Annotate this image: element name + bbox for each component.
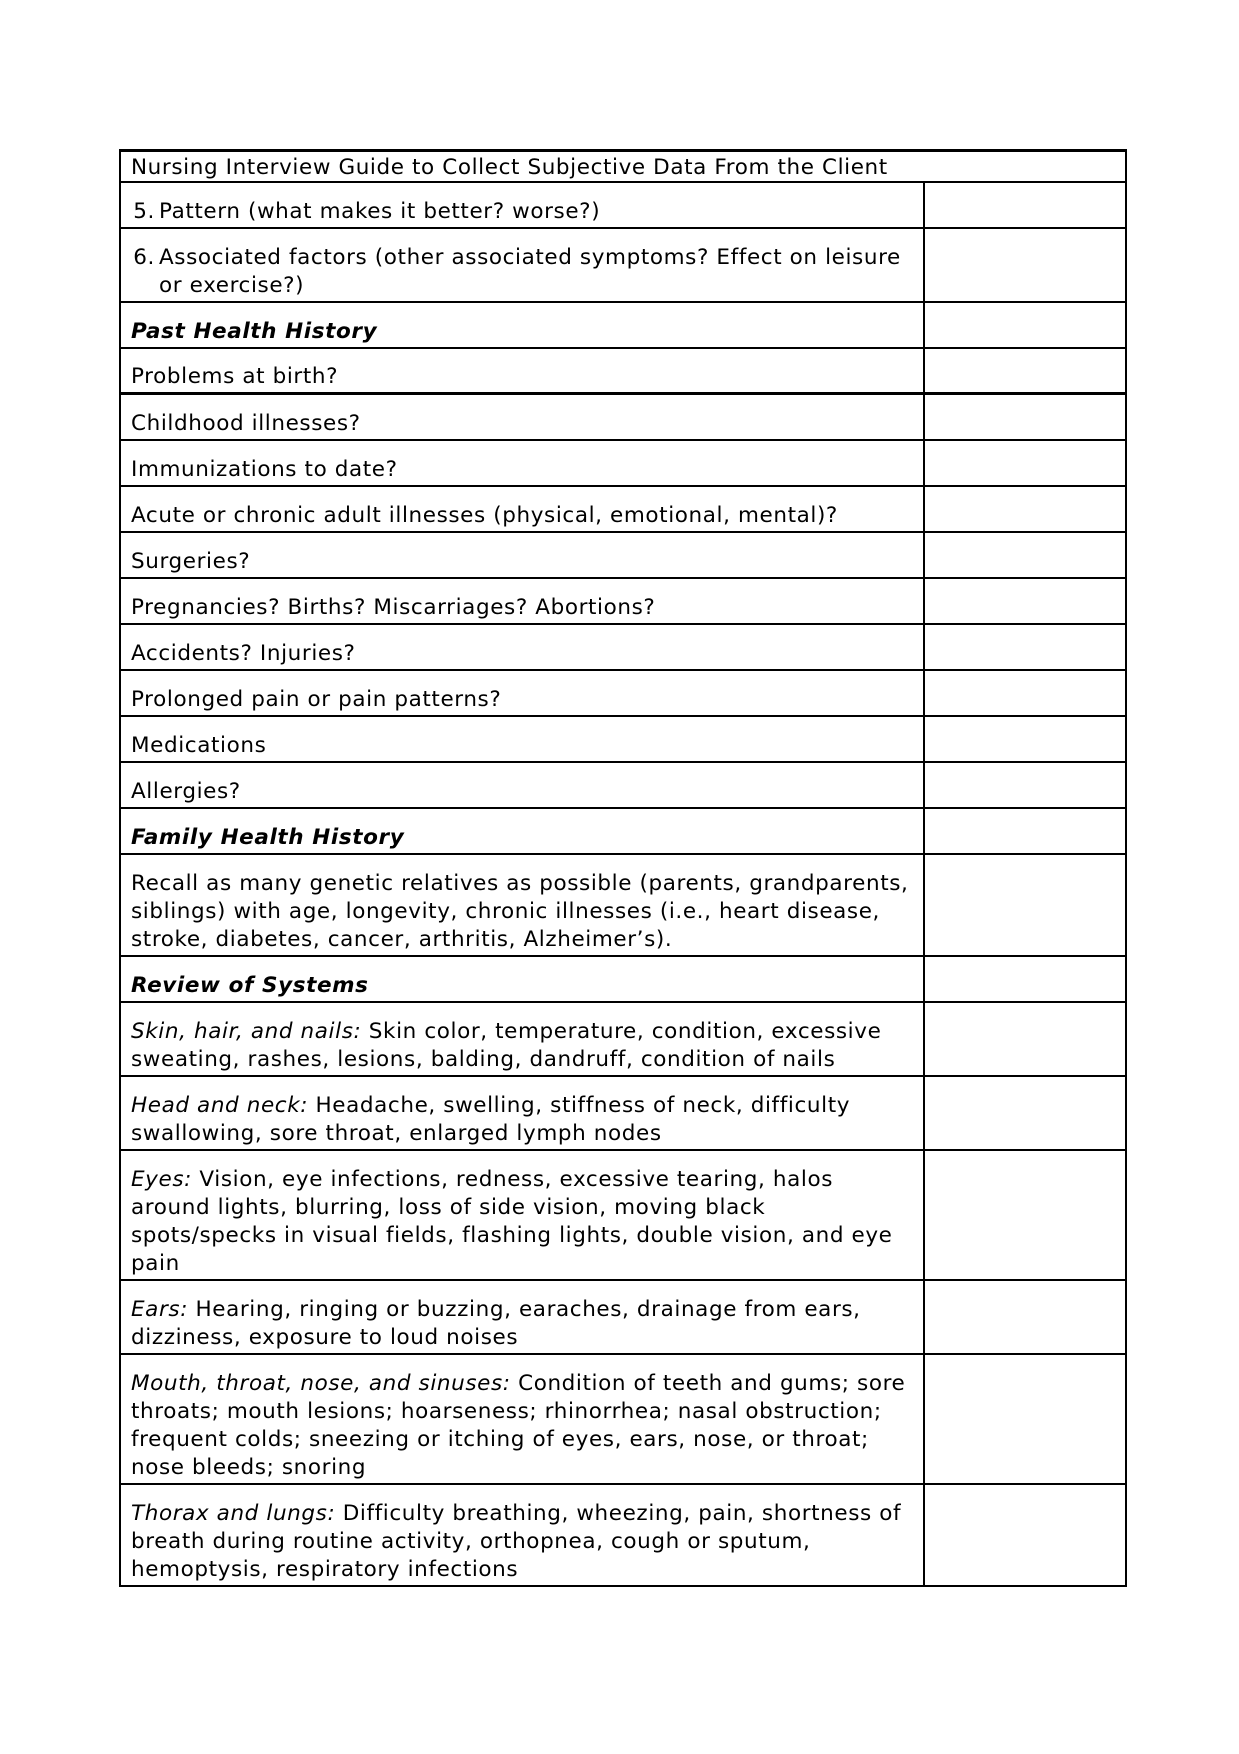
system-label: Ears: — [131, 1296, 189, 1322]
table-row — [120, 486, 1126, 532]
table-row — [120, 854, 1126, 956]
table-row — [120, 716, 1126, 762]
system-text: Vision, eye infections, redness, excessive tearing, halos around lights, blurring, loss of side vision, moving black spots/specks in visual fields, flashing lights, double vision, and eye pain — [131, 1166, 893, 1276]
answer-cell[interactable] — [924, 394, 1126, 440]
system-label: Eyes: — [131, 1166, 192, 1192]
answer-cell[interactable] — [924, 302, 1126, 348]
system-text: Hearing, ringing or buzzing, earaches, drainage from ears, dizziness, exposure to loud noises — [131, 1296, 861, 1350]
question-text: Childhood illnesses? — [120, 394, 924, 440]
table-row-system — [120, 1354, 1126, 1484]
question-cell — [120, 1354, 924, 1484]
system-label: Head and neck: — [131, 1092, 309, 1118]
section-heading — [120, 302, 924, 348]
question-text: Surgeries? — [120, 532, 924, 578]
section-heading-text: Family Health History — [131, 824, 405, 850]
question-cell — [120, 1076, 924, 1150]
question-text: Accidents? Injuries? — [120, 624, 924, 670]
section-heading-row — [120, 956, 1126, 1002]
answer-cell[interactable] — [924, 348, 1126, 394]
table-row-pattern — [120, 182, 1126, 228]
question-text: Immunizations to date? — [120, 440, 924, 486]
table-row-associated-factors — [120, 228, 1126, 302]
item-number: 5. — [133, 198, 155, 224]
system-label: Thorax and lungs: — [131, 1500, 336, 1526]
table-title: Nursing Interview Guide to Collect Subjective Data From the Client — [120, 151, 1126, 182]
table-row-system — [120, 1280, 1126, 1354]
question-cell — [120, 228, 924, 302]
table-row — [120, 348, 1126, 394]
answer-cell[interactable] — [924, 716, 1126, 762]
answer-cell[interactable] — [924, 854, 1126, 956]
table-row — [120, 762, 1126, 808]
system-text: Skin color, temperature, condition, excessive sweating, rashes, lesions, balding, dandruff, condition of nails — [131, 1018, 882, 1072]
question-text: Pregnancies? Births? Miscarriages? Abortions? — [120, 578, 924, 624]
answer-cell[interactable] — [924, 228, 1126, 302]
answer-cell[interactable] — [924, 624, 1126, 670]
table-row-system — [120, 1076, 1126, 1150]
system-text: Condition of teeth and gums; sore throats; mouth lesions; hoarseness; rhinorrhea; nasal obstruction; frequent colds; sneezing or itching of eyes, ears, nose, or throat; nose bleeds; snoring — [131, 1370, 906, 1480]
question-cell — [120, 1280, 924, 1354]
answer-cell[interactable] — [924, 182, 1126, 228]
table-row-system — [120, 1150, 1126, 1280]
question-text: Prolonged pain or pain patterns? — [120, 670, 924, 716]
interview-guide-table — [119, 149, 1127, 1587]
answer-cell[interactable] — [924, 532, 1126, 578]
question-text: Pattern (what makes it better? worse?) — [159, 198, 601, 224]
section-heading-text: Review of Systems — [131, 972, 369, 998]
answer-cell[interactable] — [924, 808, 1126, 854]
question-text: Recall as many genetic relatives as possible (parents, grandparents, siblings) with age, longevity, chronic illnesses (i.e., heart disease, stroke, diabetes, cancer, arthritis, Alzheimer’s). — [120, 854, 924, 956]
question-cell — [120, 1150, 924, 1280]
table-row — [120, 624, 1126, 670]
question-text: Associated factors (other associated symptoms? Effect on leisure or exercise?) — [159, 244, 901, 298]
section-heading — [120, 808, 924, 854]
table-row — [120, 578, 1126, 624]
answer-cell[interactable] — [924, 670, 1126, 716]
system-label: Skin, hair, and nails: — [131, 1018, 362, 1044]
question-text: Acute or chronic adult illnesses (physical, emotional, mental)? — [120, 486, 924, 532]
table-row-system — [120, 1484, 1126, 1586]
question-text: Medications — [120, 716, 924, 762]
section-heading-text: Past Health History — [131, 318, 378, 344]
answer-cell[interactable] — [924, 1076, 1126, 1150]
title-row — [120, 151, 1126, 182]
section-heading — [120, 956, 924, 1002]
answer-cell[interactable] — [924, 486, 1126, 532]
item-number: 6. — [133, 244, 155, 270]
section-heading-row — [120, 302, 1126, 348]
question-text: Problems at birth? — [120, 348, 924, 394]
question-cell — [120, 1484, 924, 1586]
answer-cell[interactable] — [924, 1354, 1126, 1484]
table-row — [120, 394, 1126, 440]
system-label: Mouth, throat, nose, and sinuses: — [131, 1370, 511, 1396]
answer-cell[interactable] — [924, 1150, 1126, 1280]
answer-cell[interactable] — [924, 578, 1126, 624]
question-cell — [120, 182, 924, 228]
table-row — [120, 440, 1126, 486]
section-heading-row — [120, 808, 1126, 854]
answer-cell[interactable] — [924, 762, 1126, 808]
answer-cell[interactable] — [924, 440, 1126, 486]
answer-cell[interactable] — [924, 1002, 1126, 1076]
table-row-system — [120, 1002, 1126, 1076]
system-text: Headache, swelling, stiffness of neck, difficulty swallowing, sore throat, enlarged lymph nodes — [131, 1092, 851, 1146]
system-text: Difficulty breathing, wheezing, pain, shortness of breath during routine activity, orthopnea, cough or sputum, hemoptysis, respiratory infections — [131, 1500, 902, 1582]
answer-cell[interactable] — [924, 956, 1126, 1002]
question-cell — [120, 1002, 924, 1076]
question-text: Allergies? — [120, 762, 924, 808]
answer-cell[interactable] — [924, 1484, 1126, 1586]
answer-cell[interactable] — [924, 1280, 1126, 1354]
table-row — [120, 670, 1126, 716]
table-row — [120, 532, 1126, 578]
